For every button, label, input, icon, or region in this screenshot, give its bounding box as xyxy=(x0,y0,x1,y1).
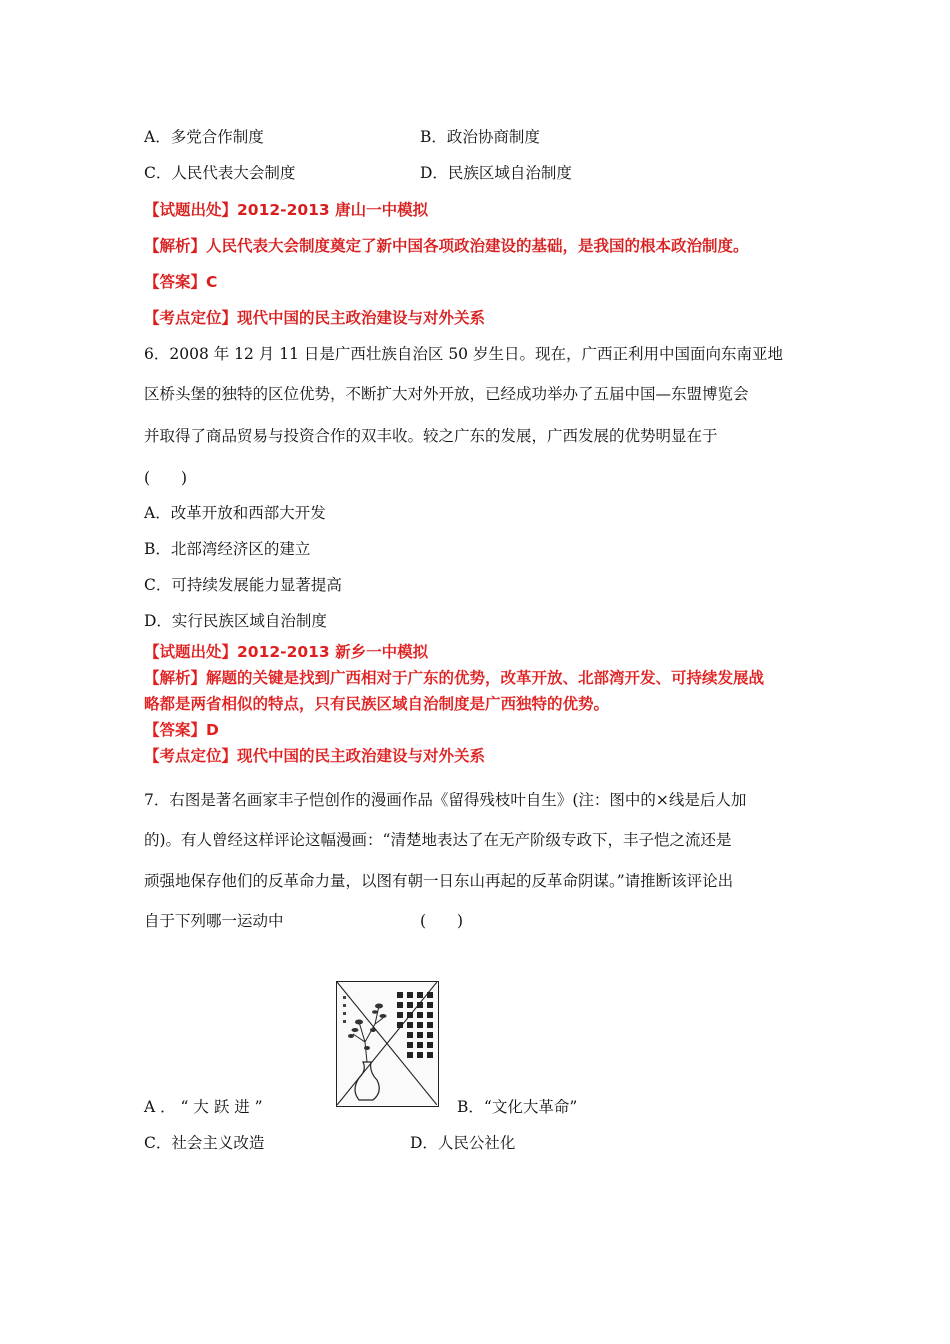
q6-option-d: D．实行民族区域自治制度 xyxy=(144,612,327,630)
q6-option-b: B．北部湾经济区的建立 xyxy=(144,540,311,558)
q6-topic: 【考点定位】现代中国的民主政治建设与对外关系 xyxy=(144,747,486,765)
q6-stem-line-3: 并取得了商品贸易与投资合作的双丰收。较之广东的发展，广西发展的优势明显在于 xyxy=(144,427,718,445)
q6-option-a: A．改革开放和西部大开发 xyxy=(144,504,326,522)
q7-stem-line-3: 顽强地保存他们的反革命力量，以图有朝一日东山再起的反革命阴谋。”请推断该评论出 xyxy=(144,872,734,890)
q6-option-c: C．可持续发展能力显著提高 xyxy=(144,576,342,594)
q5-answer: 【答案】C xyxy=(144,273,218,291)
q5-analysis: 【解析】人民代表大会制度奠定了新中国各项政治建设的基础，是我国的根本政治制度。 xyxy=(144,237,749,255)
q5-topic: 【考点定位】现代中国的民主政治建设与对外关系 xyxy=(144,309,486,327)
q6-stem-line-2: 区桥头堡的独特的区位优势，不断扩大对外开放，已经成功举办了五届中国—东盟博览会 xyxy=(144,385,749,403)
q6-stem-line-1: 6．2008 年 12 月 11 日是广西壮族自治区 50 岁生日。现在，广西正利用中国面向东南亚地 xyxy=(144,345,783,363)
q6-analysis-line-2: 略都是两省相似的特点，只有民族区域自治制度是广西独特的优势。 xyxy=(144,695,610,713)
q7-option-c: C．社会主义改造 xyxy=(144,1134,265,1152)
q6-answer-blank: ( ) xyxy=(144,469,188,487)
cartoon-image xyxy=(336,981,439,1107)
q7-stem-line-1: 7．右图是著名画家丰子恺创作的漫画作品《留得残枝叶自生》(注：图中的×线是后人加 xyxy=(144,791,747,809)
q5-option-c: C．人民代表大会制度 xyxy=(144,164,296,182)
q7-option-d: D．人民公社化 xyxy=(410,1134,516,1152)
q7-stem-line-2: 的)。有人曾经这样评论这幅漫画：“清楚地表达了在无产阶级专政下，丰子恺之流还是 xyxy=(144,831,732,849)
q6-source: 【试题出处】2012-2013 新乡一中模拟 xyxy=(144,643,429,661)
q7-option-a: A ． “ 大 跃 进 ” xyxy=(144,1098,263,1116)
q7-answer-blank: ( ) xyxy=(420,912,464,930)
q7-option-b: B．“文化大革命” xyxy=(457,1098,578,1116)
q6-answer: 【答案】D xyxy=(144,721,219,739)
q5-option-a: A．多党合作制度 xyxy=(144,128,264,146)
q5-option-d: D．民族区域自治制度 xyxy=(420,164,572,182)
q5-option-b: B．政治协商制度 xyxy=(420,128,540,146)
q5-source: 【试题出处】2012-2013 唐山一中模拟 xyxy=(144,201,429,219)
q7-stem-line-4: 自于下列哪一运动中 xyxy=(144,912,284,930)
q6-analysis-line-1: 【解析】解题的关键是找到广西相对于广东的优势，改革开放、北部湾开发、可持续发展战 xyxy=(144,669,765,687)
cartoon-drawing xyxy=(337,982,437,1105)
